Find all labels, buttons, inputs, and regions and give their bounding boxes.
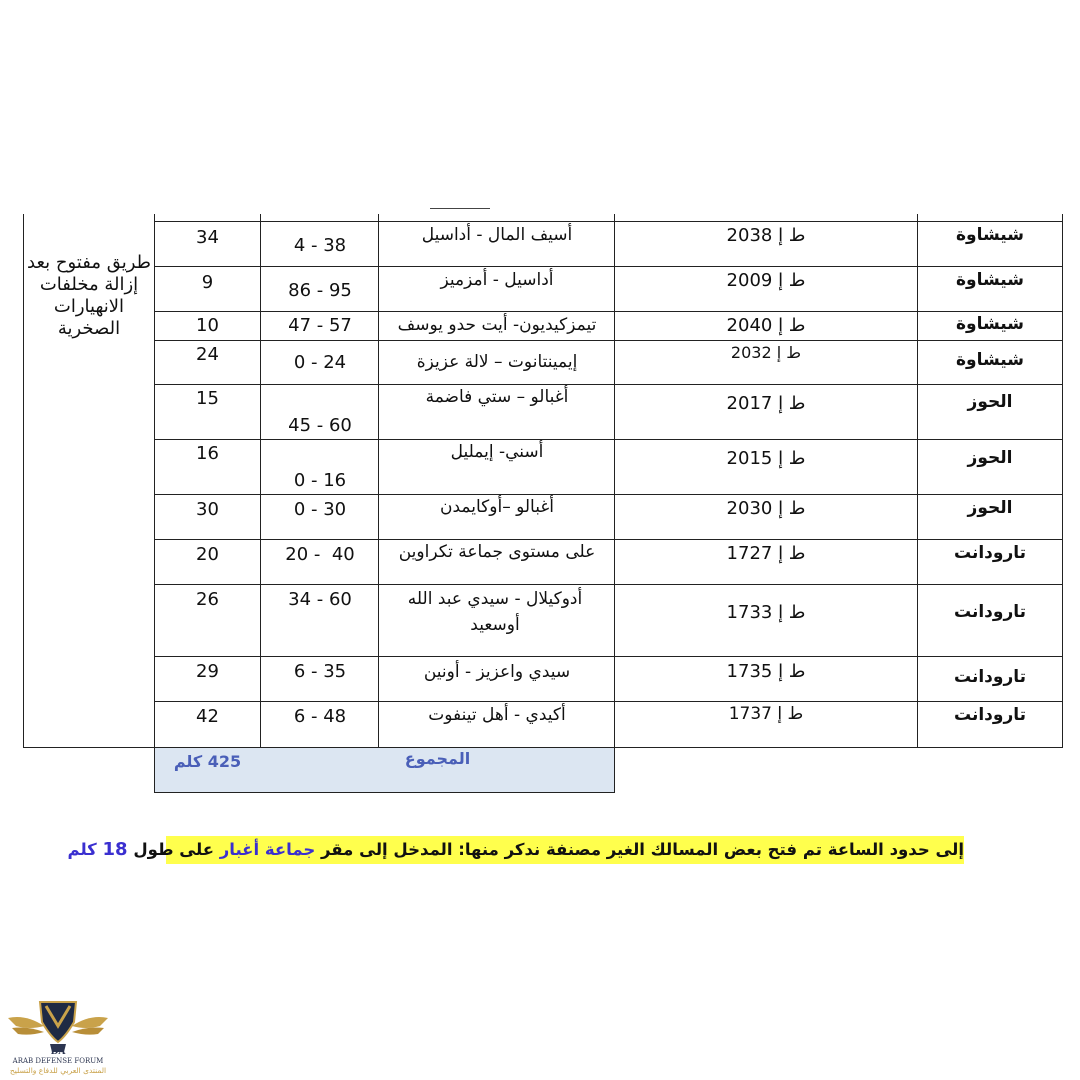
section-cell: أغبالو –أوكايمدن (440, 497, 554, 517)
section-cell: أدوكيلال - سيدي عبد الله أوسعيد (407, 589, 583, 635)
pk-range-cell: 86 - 95 (288, 280, 352, 301)
road-code-cell: ط إ 1727 (726, 543, 806, 564)
pk-range-cell: 6 - 35 (293, 661, 347, 682)
region-cell: الحوز (967, 498, 1013, 518)
note-text: على طول (133, 840, 214, 859)
section-cell: أسني- إيمليل (450, 442, 544, 462)
pk-range-cell: 6 - 48 (293, 706, 347, 727)
length-cell: 34 (196, 227, 219, 248)
pk-range-cell: 20 - 40 (285, 544, 355, 565)
note-commune-name: جماعة أغبار (219, 840, 316, 859)
pk-range-cell: 0 - 24 (293, 352, 347, 373)
section-cell: أسيف المال - أداسيل (421, 225, 573, 245)
length-cell: 26 (196, 589, 219, 610)
section-cell: سيدي واعزيز - أونين (423, 662, 571, 682)
region-cell: الحوز (967, 392, 1013, 412)
section-cell: تيمزكيديون- أيت حدو يوسف (397, 315, 597, 335)
length-cell: 30 (196, 499, 219, 520)
road-code-cell: ط إ 2038 (726, 225, 806, 246)
length-cell: 29 (196, 661, 219, 682)
section-cell: أغبالو – ستي فاضمة (425, 387, 569, 407)
length-cell: 20 (196, 544, 219, 565)
note-distance-unit: كلم (67, 840, 97, 859)
note-text: إلى حدود الساعة تم فتح بعض المسالك الغير مصنفة ندكر منها: المدخل إلى مقر (321, 840, 964, 859)
region-cell: تارودانت (953, 602, 1027, 622)
cut-off-text-fragment (430, 208, 500, 218)
region-cell: شيشاوة (956, 270, 1024, 290)
region-cell: شيشاوة (956, 350, 1024, 370)
length-cell: 10 (196, 315, 219, 336)
road-code-cell: ط إ 1737 (728, 704, 804, 724)
shield-wings-icon (6, 996, 110, 1054)
region-cell: شيشاوة (956, 225, 1024, 245)
total-label: المجموع (404, 749, 471, 768)
length-cell: 9 (201, 272, 214, 293)
pk-range-cell: 34 - 60 (288, 589, 352, 610)
pk-range-cell: 47 - 57 (288, 315, 352, 336)
length-cell: 16 (196, 443, 219, 464)
pk-range-cell: 0 - 16 (293, 470, 347, 491)
table-border (1062, 214, 1063, 748)
road-code-cell: ط إ 2030 (726, 498, 806, 519)
road-code-cell: ط إ 1735 (726, 661, 806, 682)
section-cell: أكيدي - أهل تينفوت (428, 705, 566, 725)
forum-logo (6, 996, 110, 1078)
region-cell: الحوز (967, 448, 1013, 468)
logo-subtitle: المنتدى العربي للدفاع والتسليح (9, 1066, 107, 1075)
road-code-cell: ط إ 1733 (726, 602, 806, 623)
section-cell: إيمينتانوت – لالة عزيزة (416, 352, 578, 372)
road-code-cell: ط إ 2032 (730, 343, 802, 362)
road-code-cell: ط إ 2017 (726, 393, 806, 414)
pk-range-cell: 45 - 60 (288, 415, 352, 436)
road-code-cell: ط إ 2040 (726, 315, 806, 336)
road-code-cell: ط إ 2015 (726, 448, 806, 469)
table-border (154, 792, 615, 793)
pk-range-cell: 0 - 30 (293, 499, 347, 520)
note-distance-value: 18 (102, 839, 128, 860)
pk-range-cell: 4 - 38 (293, 235, 347, 256)
table-border (154, 584, 1063, 585)
length-cell: 15 (196, 388, 219, 409)
section-cell: أداسيل - أمزميز (440, 270, 554, 290)
status-note-cell: طريق مفتوح بعد إزالة مخلفات الانهيارات الصخرية (27, 252, 151, 339)
region-cell: تارودانت (953, 667, 1027, 687)
highlighted-note (67, 836, 964, 864)
section-cell: على مستوى جماعة تكراوين (398, 542, 596, 562)
total-value: 425 كلم (173, 752, 242, 771)
logo-mark: DA (50, 1047, 66, 1057)
table-border (154, 656, 1063, 657)
logo-name: ARAB DEFENSE FORUM (12, 1057, 104, 1065)
region-cell: تارودانت (953, 705, 1027, 725)
region-cell: تارودانت (953, 543, 1027, 563)
table-border (154, 340, 1063, 341)
region-cell: شيشاوة (956, 314, 1024, 334)
length-cell: 24 (196, 344, 219, 365)
length-cell: 42 (196, 706, 219, 727)
road-code-cell: ط إ 2009 (726, 270, 806, 291)
